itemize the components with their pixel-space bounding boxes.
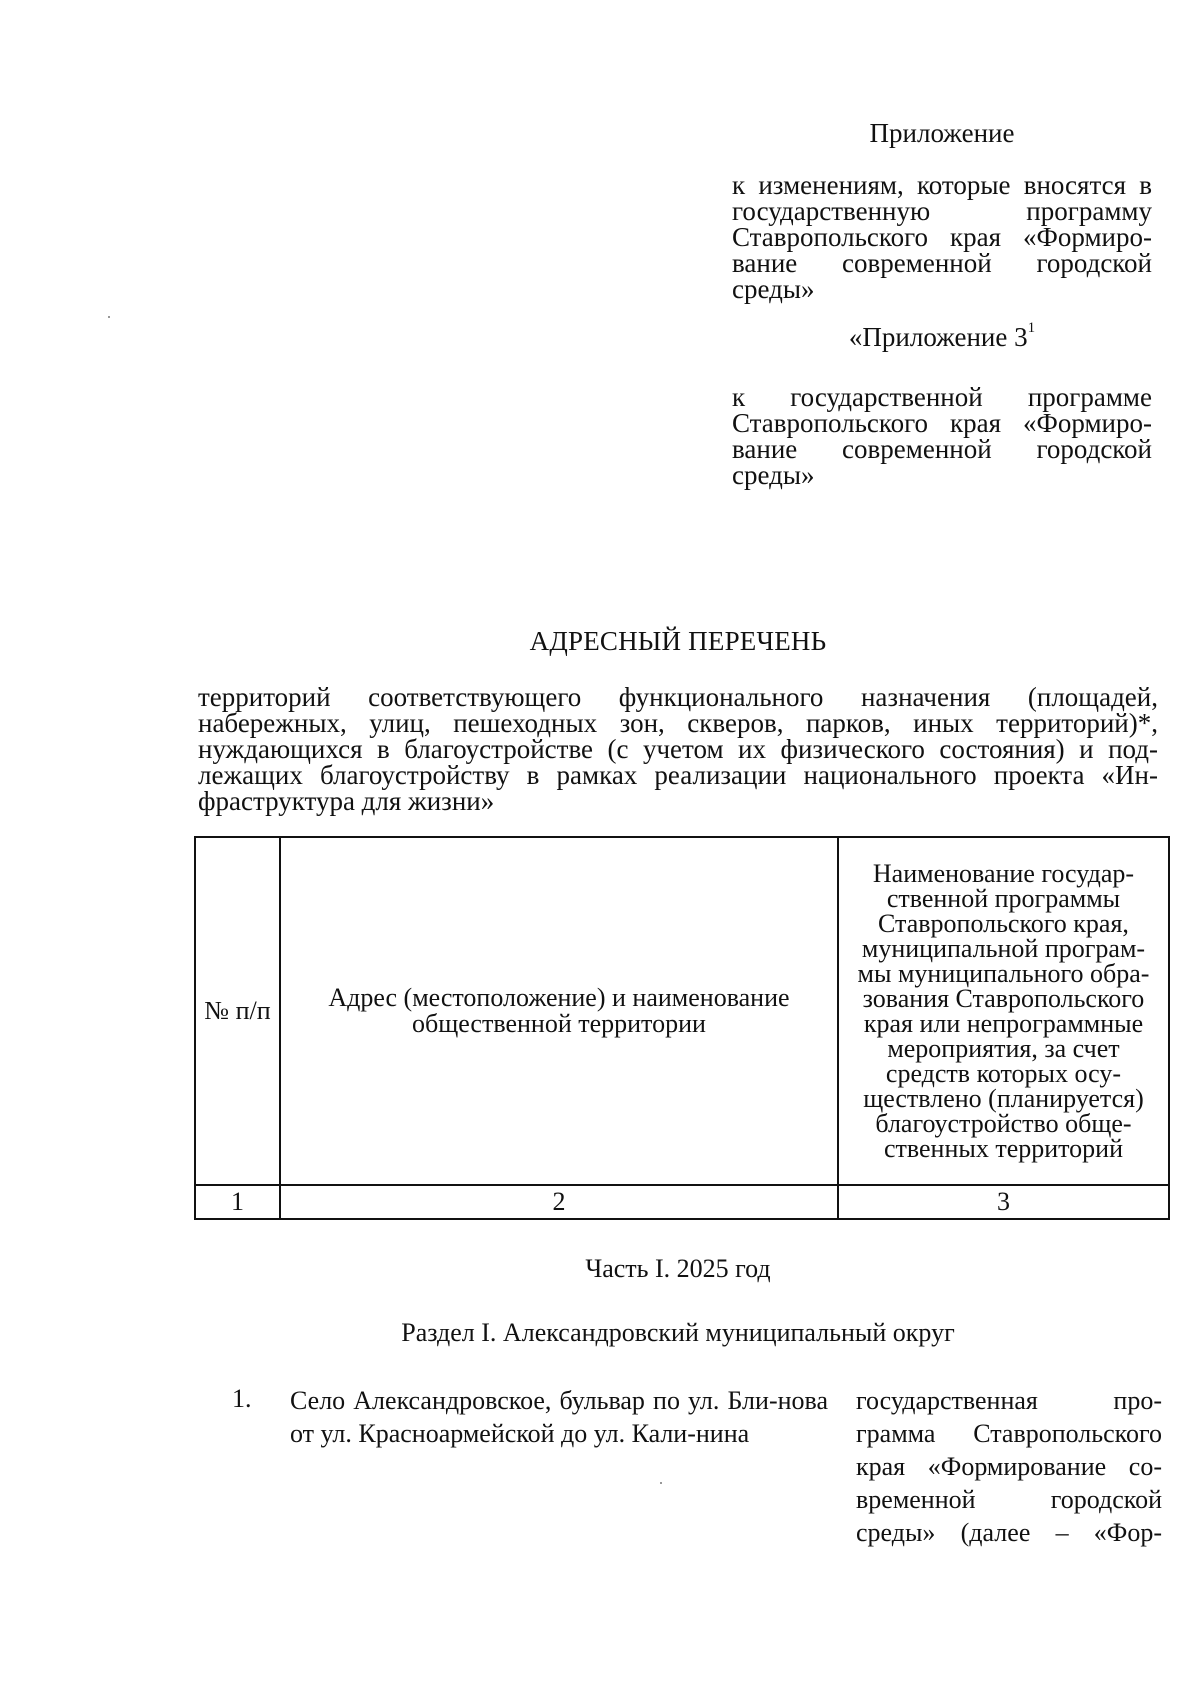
section-title: Раздел I. Александровский муниципальный округ [401,1318,955,1347]
attachment-title: Приложение [869,118,1015,148]
document-subtitle: территорий соответствующего функционального назначения (площадей, набережных, улиц, пешеходных зон, скверов, парков, иных территорий)*, нуждающихся в благоустройстве (с учетом их физического состояния) и под-лежащих благоустройству в рамках реализации национального проекта «Ин-фраструктура для жизни» [198,682,1158,816]
entry-number: 1. [232,1384,252,1413]
part-title: Часть I. 2025 год [585,1254,771,1283]
index-cell: 2 [280,1185,838,1219]
attachment-title-2 [732,322,1152,353]
attachment-title-2-main: «Приложение 3 [848,322,1028,352]
attachment-title-2-superscript: 1 [1027,320,1036,336]
table-index-row [195,1185,1169,1219]
attachment-text: к изменениям, которые вносятся в государственную программу Ставропольского края «Формиро-вание современной городской среды» [732,170,1152,304]
index-cell: 1 [195,1185,280,1219]
entry-program: государственная про-грамма Ставропольского края «Формирование со-временной городской среды» (далее – «Фор- [856,1386,1162,1547]
header-cell-number: № п/п [195,837,280,1185]
header-table [194,836,1170,1220]
scan-speck [108,316,110,318]
header-cell-program: Наименование государ-ственной программы Ставропольского края, муниципальной програм-мы муниципального обра-зования Ставропольского края или непрограммные мероприятия, за счет средств которых осу-ществлено (планируется) благоустройство обще-ственных территорий [838,837,1169,1185]
scan-speck [660,1482,662,1484]
index-cell: 3 [838,1185,1169,1219]
header-cell-address: Адрес (местоположение) и наименование общественной территории [280,837,838,1185]
entry-address: Село Александровское, бульвар по ул. Бли-нова от ул. Красноармейской до ул. Кали-нина [290,1386,828,1448]
document-title: АДРЕСНЫЙ ПЕРЕЧЕНЬ [529,626,827,656]
attachment-text-2: к государственной программе Ставропольского края «Формиро-вание современной городской среды» [732,382,1152,490]
table-header-row [195,837,1169,1185]
